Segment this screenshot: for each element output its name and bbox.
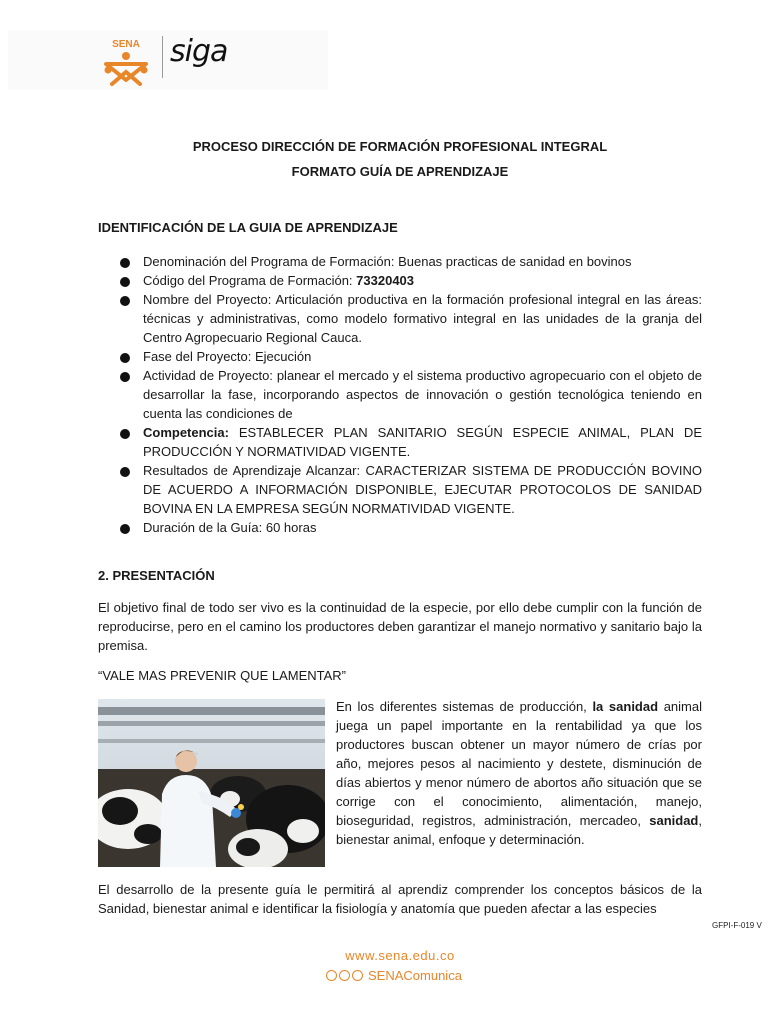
text-segment: En los diferentes sistemas de producción, xyxy=(336,699,593,714)
twitter-icon[interactable] xyxy=(326,970,337,981)
text-segment: , bienestar animal, enfoque y determinación. xyxy=(336,813,702,847)
list-item-project-phase xyxy=(98,347,702,366)
social-handle[interactable]: SENAComunica xyxy=(368,967,462,983)
emphasis-sanidad: sanidad xyxy=(649,813,699,828)
veterinarian-cows-photo xyxy=(98,699,325,867)
document-title: PROCESO DIRECCIÓN DE FORMACIÓN PROFESIONAL INTEGRAL xyxy=(192,139,608,154)
photo-illustration xyxy=(98,699,325,867)
list-item-learning-results xyxy=(98,461,702,518)
list-item-duration xyxy=(98,518,702,537)
item-value: 73320403 xyxy=(356,273,415,288)
presentation-paragraph: El objetivo final de todo ser vivo es la continuidad de la especie, por ello debe cumplir con la función de reproducirse, pero en el camino los productores deben garantizar el manejo normativo y sanitario bajo la premisa. xyxy=(98,600,702,653)
document-code: GFPI-F-019 V xyxy=(712,921,762,930)
svg-text:SENA: SENA xyxy=(112,39,140,50)
footer-social xyxy=(326,966,462,984)
sena-logo xyxy=(98,36,154,88)
list-item-program-name xyxy=(98,252,702,271)
siga-logo: siga xyxy=(170,34,228,69)
item-label: Competencia: xyxy=(143,425,239,440)
item-value: Articulación productiva en la formación profesional integral en las áreas: técnicas y administrativas, como modelo formativo integral en las unidades de la granja del Centro Agropecuario Regional Cauca. xyxy=(143,292,702,345)
text-segment: animal juega un papel importante en la rentabilidad ya que los productores buscan obtener un mayor número de crías por año, mejores pesos al nacimiento y destete, disminución de días abiertos y menor número de abortos año situación que se corrige con el conocimiento, alimentación, manejo, bioseguridad, registros, administración, mercadeo, xyxy=(336,699,702,828)
item-value: CARACTERIZAR SISTEMA DE PRODUCCIÓN BOVINO DE ACUERDO A INFORMACIÓN DISPONIBLE, EJECUTAR PROTOCOLOS DE SANIDAD BOVINA EN LA EMPRESA SEGÚN NORMATIVIDAD VIGENTE. xyxy=(143,463,703,516)
list-item-competence xyxy=(98,423,702,461)
item-value: planear el mercado y el sistema productivo agropecuario con el objeto de desarrollar la fase, incorporando aspectos de innovación o gestión tecnológica teniendo en cuenta las condiciones de xyxy=(143,368,702,421)
logo-divider xyxy=(162,36,163,78)
item-label: Duración de la Guía: xyxy=(143,520,266,535)
item-value: ESTABLECER PLAN SANITARIO SEGÚN ESPECIE ANIMAL, PLAN DE PRODUCCIÓN Y NORMATIVIDAD VIGENTE. xyxy=(143,425,702,459)
list-item-program-code xyxy=(98,271,702,290)
identification-list xyxy=(98,252,702,537)
header-logos xyxy=(8,30,328,90)
list-item-project-activity xyxy=(98,366,702,423)
guide-paragraph: El desarrollo de la presente guía le permitirá al aprendiz comprender los conceptos básicos de la Sanidad, bienestar animal e identificar la fisiología y anatomía que pueden afectar a las especies xyxy=(98,882,702,916)
sanidad-paragraph xyxy=(336,697,702,849)
item-label: Nombre del Proyecto: xyxy=(143,292,276,307)
item-label: Fase del Proyecto: xyxy=(143,349,255,364)
document-subtitle: FORMATO GUÍA DE APRENDIZAJE xyxy=(291,164,509,179)
item-value: Buenas practicas de sanidad en bovinos xyxy=(398,254,632,269)
identification-heading: IDENTIFICACIÓN DE LA GUIA DE APRENDIZAJE xyxy=(98,220,398,235)
item-value: Ejecución xyxy=(255,349,312,364)
presentation-heading: 2. PRESENTACIÓN xyxy=(98,568,215,583)
youtube-icon[interactable] xyxy=(352,970,363,981)
item-value: 60 horas xyxy=(265,520,317,535)
facebook-icon[interactable] xyxy=(339,970,350,981)
emphasis-la-sanidad: la sanidad xyxy=(592,699,659,714)
item-label: Código del Programa de Formación: xyxy=(143,273,357,288)
item-label: Resultados de Aprendizaje Alcanzar: xyxy=(143,463,366,478)
list-item-project-name xyxy=(98,290,702,347)
presentation-quote: “VALE MAS PREVENIR QUE LAMENTAR” xyxy=(98,668,347,683)
footer-url[interactable]: www.sena.edu.co xyxy=(345,948,455,963)
item-label: Actividad de Proyecto: xyxy=(143,368,277,383)
item-label: Denominación del Programa de Formación: xyxy=(143,254,399,269)
